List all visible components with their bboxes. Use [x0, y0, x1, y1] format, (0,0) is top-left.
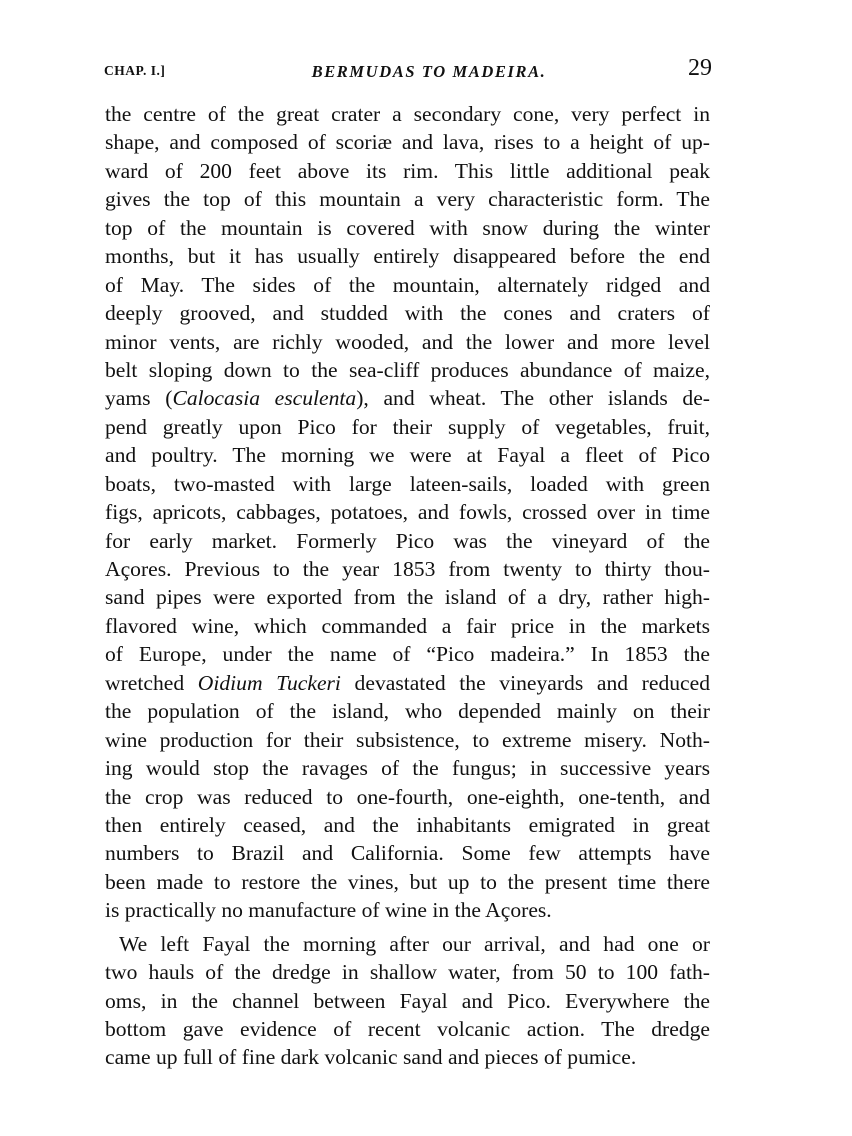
text-line: the centre of the great crater a secondary cone, very perfect in — [105, 102, 710, 126]
text-line: for early market. Formerly Pico was the vineyard of the — [105, 528, 710, 553]
text-line: and poultry. The morning we were at Fayal a fleet of Pico — [105, 443, 710, 468]
text-line: shape, and composed of scoriæ and lava, rises to a height of up- — [105, 130, 710, 155]
text-line: came up full of fine dark volcanic sand and pieces of pumice. — [105, 1045, 637, 1070]
text-line: of Europe, under the name of “Pico madeira.” In 1853 the — [105, 642, 710, 667]
italic-term: Oidium Tuckeri — [197, 670, 341, 695]
italic-term: Calocasia esculenta — [172, 386, 357, 411]
text-line: been made to restore the vines, but up to the present time there — [105, 869, 710, 894]
text-line: We left Fayal the morning after our arrival, and had one or — [119, 931, 710, 956]
text-line: ward of 200 feet above its rim. This little additional peak — [105, 158, 710, 183]
text-line: top of the mountain is covered with snow during the winter — [105, 215, 710, 240]
running-head — [104, 54, 712, 88]
body-text — [105, 100, 710, 1072]
text-line: of May. The sides of the mountain, alternately ridged and — [105, 272, 710, 297]
text-line: months, but it has usually entirely disappeared before the end — [105, 244, 710, 269]
text-line: sand pipes were exported from the island of a dry, rather high- — [105, 585, 710, 610]
text-line: minor vents, are richly wooded, and the lower and more level — [105, 329, 710, 354]
text-line: figs, apricots, cabbages, potatoes, and fowls, crossed over in time — [105, 500, 710, 525]
page-number: 29 — [688, 55, 712, 81]
text-line: yams (Calocasia esculenta), and wheat. The other islands de- — [105, 386, 710, 411]
text-line: flavored wine, which commanded a fair price in the markets — [105, 613, 710, 638]
paragraph — [105, 100, 710, 925]
text-line: oms, in the channel between Fayal and Pico. Everywhere the — [105, 988, 710, 1013]
text-line: gives the top of this mountain a very characteristic form. The — [105, 187, 710, 212]
text-line: boats, two-masted with large lateen-sails, loaded with green — [105, 471, 710, 496]
text-line: belt sloping down to the sea-cliff produces abundance of maize, — [105, 357, 710, 382]
running-title: BERMUDAS TO MADEIRA. — [311, 62, 547, 81]
text-line: the population of the island, who depended mainly on their — [105, 699, 710, 724]
text-line: is practically no manufacture of wine in the Açores. — [105, 898, 552, 923]
text-line: ing would stop the ravages of the fungus; in successive years — [105, 756, 710, 781]
text-line: two hauls of the dredge in shallow water, from 50 to 100 fath- — [105, 960, 710, 985]
text-line: wine production for their subsistence, to extreme misery. Noth- — [105, 727, 710, 752]
paragraph — [105, 930, 710, 1072]
text-line: then entirely ceased, and the inhabitants emigrated in great — [105, 812, 710, 837]
text-line: numbers to Brazil and California. Some few attempts have — [105, 841, 710, 866]
text-line: wretched Oidium Tuckeri devastated the vineyards and reduced — [105, 670, 711, 695]
text-line: pend greatly upon Pico for their supply of vegetables, fruit, — [105, 414, 710, 439]
text-line: bottom gave evidence of recent volcanic action. The dredge — [105, 1017, 710, 1041]
text-line: the crop was reduced to one-fourth, one-eighth, one-tenth, and — [105, 784, 710, 809]
text-line: Açores. Previous to the year 1853 from twenty to thirty thou- — [105, 557, 710, 581]
text-line: deeply grooved, and studded with the cones and craters of — [105, 301, 710, 326]
chapter-marker: CHAP. I.] — [104, 63, 166, 78]
